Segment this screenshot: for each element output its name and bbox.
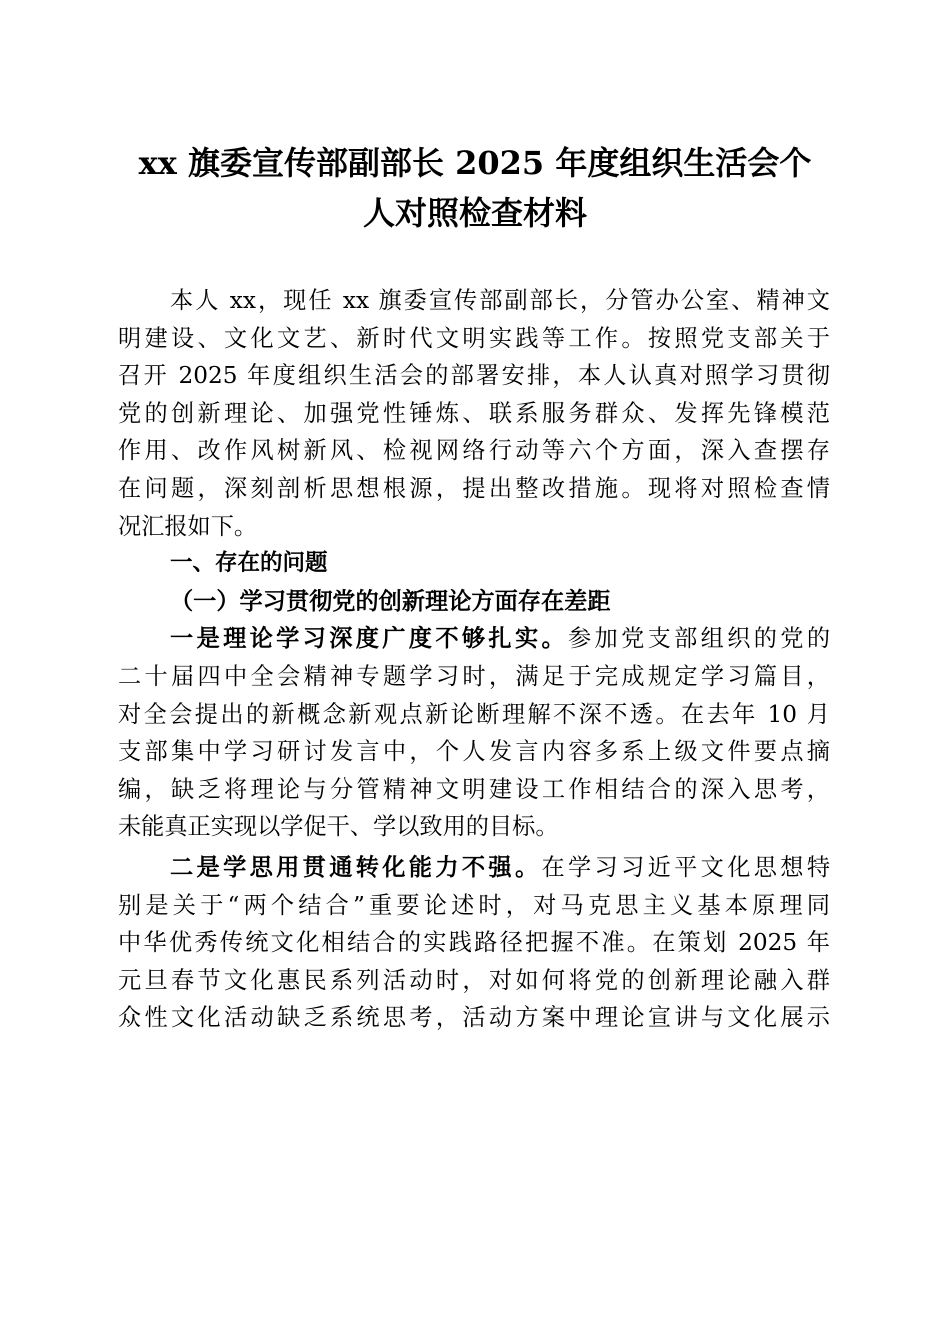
title-line-1: xx 旗委宣传部副部长 2025 年度组织生活会个	[138, 144, 812, 182]
point-one-line: 支部集中学习研讨发言中，个人发言内容多系上级文件要点摘	[118, 738, 830, 766]
intro-line: 作用、改作风树新风、检视网络行动等六个方面，深入查摆存	[118, 437, 830, 465]
point-one-first-line-rest: 参加党支部组织的党的	[568, 625, 830, 653]
point-one-lead: 一是理论学习深度广度不够扎实。	[170, 625, 569, 653]
intro-line: 党的创新理论、加强党性锤炼、联系服务群众、发挥先锋模范	[118, 399, 830, 427]
intro-line: 召开 2025 年度组织生活会的部署安排，本人认真对照学习贯彻	[118, 362, 830, 390]
intro-paragraph	[118, 282, 830, 545]
intro-line: 明建设、文化文艺、新时代文明实践等工作。按照党支部关于	[118, 324, 830, 352]
intro-line: 况汇报如下。	[118, 512, 258, 540]
intro-line: 在问题，深刻剖析思想根源，提出整改措施。现将对照检查情	[118, 474, 830, 502]
subsection-heading-theory: （一）学习贯彻党的创新理论方面存在差距	[170, 587, 611, 615]
point-two-first-line-rest: 在学习习近平文化思想特	[541, 853, 830, 881]
point-two-line: 众性文化活动缺乏系统思考，活动方案中理论宣讲与文化展示	[118, 1004, 830, 1032]
point-two-line: 中华优秀传统文化相结合的实践路径把握不准。在策划 2025 年	[118, 929, 830, 957]
intro-line: 本人 xx，现任 xx 旗委宣传部副部长，分管办公室、精神文	[170, 287, 830, 314]
document-title	[118, 138, 832, 238]
point-two-first-line	[118, 849, 830, 887]
point-one-paragraph	[118, 620, 830, 846]
point-two-line: 元旦春节文化惠民系列活动时，对如何将党的创新理论融入群	[118, 966, 830, 994]
point-one-line: 未能真正实现以学促干、学以致用的目标。	[118, 813, 559, 841]
point-one-line: 对全会提出的新概念新观点新论断理解不深不透。在去年 10 月	[118, 700, 830, 728]
point-two-line: 别是关于“两个结合”重要论述时，对马克思主义基本原理同	[118, 891, 830, 919]
document-body	[118, 282, 830, 1037]
point-one-line: 编，缺乏将理论与分管精神文明建设工作相结合的深入思考，	[118, 775, 830, 803]
point-two-lead: 二是学思用贯通转化能力不强。	[170, 853, 542, 881]
section-heading-problems: 一、存在的问题	[170, 550, 328, 577]
point-one-first-line	[118, 620, 830, 658]
title-line-2: 人对照检查材料	[362, 194, 587, 232]
point-one-line: 二十届四中全会精神专题学习时，满足于完成规定学习篇目，	[118, 662, 830, 690]
point-two-paragraph	[118, 849, 830, 1037]
